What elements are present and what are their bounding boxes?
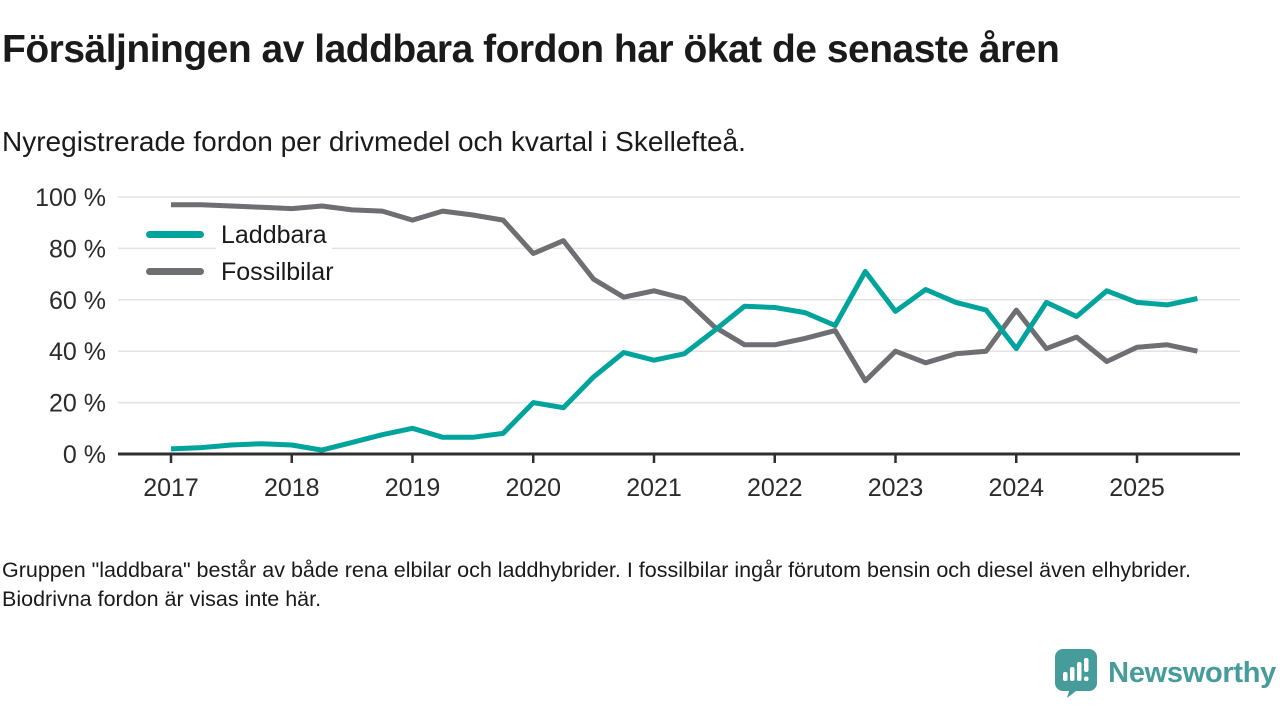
x-axis-tick-label: 2017 [143,474,199,502]
laddbara-line-swatch [146,231,204,238]
y-axis-tick-label: 20 % [49,389,106,418]
x-axis-tick-label: 2025 [1109,474,1165,502]
legend-item-laddbara [146,216,339,253]
newsworthy-logo-icon [1054,648,1098,698]
exclamation-stem [1084,658,1089,672]
chart-legend [146,216,339,290]
x-axis-tick-label: 2020 [505,474,562,502]
y-axis-tick-label: 60 % [49,286,106,315]
x-axis-tick-label: 2019 [384,474,441,502]
chart-footnote: Gruppen "laddbara" består av både rena elbilar och laddhybrider. I fossilbilar ingår förutom bensin och diesel även elhybrider. Biodrivna fordon är visas inte här. [2,558,1191,611]
y-axis-tick-label: 0 % [62,441,106,469]
exclamation-dot [1084,677,1089,682]
x-axis-tick-label: 2021 [626,474,682,502]
x-axis-tick-label: 2018 [263,474,320,502]
x-axis-tick-label: 2022 [746,474,803,502]
x-axis-tick-label: 2024 [988,474,1045,502]
page-subtitle: Nyregistrerade fordon per drivmedel och kvartal i Skellefteå. [2,126,746,157]
page-title: Försäljningen av laddbara fordon har ökat de senaste åren [2,28,1060,71]
y-axis-tick-label: 100 % [35,184,106,212]
y-axis-tick-label: 40 % [49,338,106,367]
newsworthy-logo-text: Newsworthy [1108,656,1276,689]
legend-item-fossilbilar [146,253,339,290]
speech-bubble-shape [1055,649,1097,698]
x-axis-tick-label: 2023 [867,474,924,502]
fossilbilar-line-swatch [146,268,204,275]
newsworthy-branding [1054,648,1276,698]
legend-label-fossilbilar: Fossilbilar [216,256,339,288]
legend-label-laddbara: Laddbara [216,219,332,251]
y-axis-tick-label: 80 % [49,235,106,264]
